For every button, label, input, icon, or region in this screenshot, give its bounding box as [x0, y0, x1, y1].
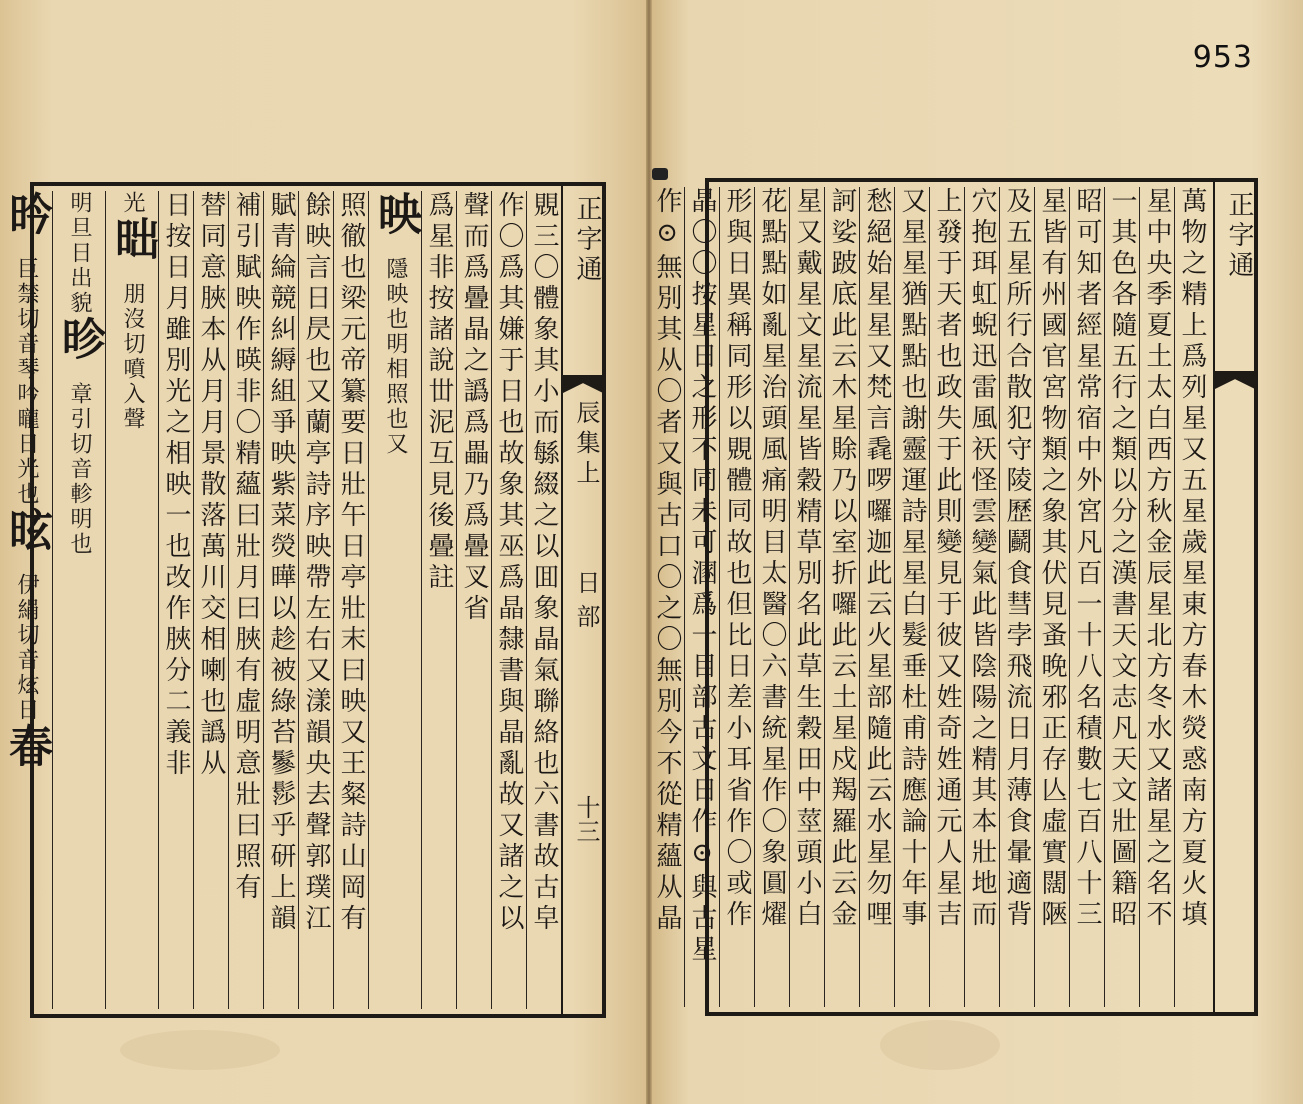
- text-fragment: 光: [120, 191, 145, 216]
- text-column: 照徹也梁元帝纂要日壯午日亭壯末曰映又王粲詩山岡有: [333, 191, 368, 1009]
- left-text-frame: [1, 182, 606, 1018]
- right-columns: [652, 187, 1209, 1007]
- binding-mark: [652, 168, 668, 180]
- text-column: 一其色各隨五行之類以分之漢書天文志凡天文壯圖籍昭: [1104, 187, 1139, 1007]
- headword-note: 伊絹切音炫日: [14, 573, 39, 723]
- text-fragment: 明旦日出貌: [67, 191, 92, 316]
- text-column: 餘映言日昃也又蘭亭詩序映帶左右又漾韻央去聲郭璞江: [298, 191, 333, 1009]
- page-number: 953: [1192, 40, 1253, 75]
- book-title: 正字通: [572, 195, 602, 285]
- fishtail-mark: [1215, 371, 1255, 389]
- headword-note: 巨禁切音琴吟曨日光也: [14, 257, 39, 507]
- radical-section: 日部: [572, 570, 600, 638]
- text-column: 替同意脥本从月月景散落萬川交相喇也譌从: [193, 191, 228, 1009]
- text-column: 爲星非按諸說丗泥互見後曡註: [421, 191, 456, 1009]
- headword: 昡: [1, 507, 52, 573]
- text-column: 愁絕始星星又梵言毳啰囉迦此云火星部隨此云水星勿哩: [859, 187, 894, 1007]
- right-text-frame: [652, 178, 1258, 1016]
- left-columns: [1, 191, 561, 1009]
- paper-stain: [120, 1030, 280, 1070]
- text-column: 晶〇〇按星日之形不同未可溷爲一目部古文日作⊙與古星: [684, 187, 719, 1007]
- text-column: 穴抱珥虹蜺迅雷風祆怪雲變氣此皆陰陽之精其本壯地而: [964, 187, 999, 1007]
- headword: 映: [370, 191, 421, 257]
- headword: 昑: [1, 191, 52, 257]
- headword-column: [368, 191, 421, 1009]
- text-column: 聲而爲曡晶之譌爲畾乃爲曡叉省: [456, 191, 491, 1009]
- text-column: 形與日異稱同形以覞體同故也但比日差小耳省作〇或作: [719, 187, 754, 1007]
- right-banxin: [1213, 181, 1255, 1013]
- text-column: 星又戴星文星流星皆穀精草別名此草生穀田中莖頭小白: [789, 187, 824, 1007]
- text-column: 萬物之精上爲列星又五星歲星東方春木熒惑南方夏火填: [1174, 187, 1209, 1007]
- fishtail-mark: [563, 375, 603, 393]
- text-column: 昭可知者經星常宿中外宮凡百一十八名積數七百八十三: [1069, 187, 1104, 1007]
- text-column: 訶娑跛底此云木星賖乃以室折囉此云土星戍羯羅此云金: [824, 187, 859, 1007]
- text-column: 又星星猶點點也謝靈運詩星星白髮垂杜甫詩應論十年事: [894, 187, 929, 1007]
- volume-label: 辰集上: [572, 400, 600, 490]
- paper-stain: [880, 1020, 1000, 1070]
- text-column: 日按日月雖別光之相映一也改作脥分二義非: [158, 191, 193, 1009]
- left-banxin: [561, 185, 603, 1015]
- text-column: 賦青綸競糾縟組爭映紫菜熒曄以趁被綠苔鬖髿乎研上韻: [263, 191, 298, 1009]
- headword: 昣: [54, 316, 105, 382]
- headword-column: [52, 191, 105, 1009]
- text-column: 補引賦映作暎非〇精蘊曰壯月曰脥有虛明意壯曰照有: [228, 191, 263, 1009]
- book-title: 正字通: [1224, 191, 1254, 281]
- text-column: 花點點如亂星治頭風痛明目太醫〇六書統星作〇象圓燿: [754, 187, 789, 1007]
- text-column: 星皆有州國官宮物類之象其伏見蚤晚邪正存亾虛實闊陿: [1034, 187, 1069, 1007]
- headword: 春: [1, 723, 52, 789]
- text-column: 及五星所行合散犯守陵歷鬬食彗孛飛流日月薄食暈適背: [999, 187, 1034, 1007]
- headword: 昢: [107, 216, 158, 282]
- headword-note: 章引切音軫明也: [67, 382, 92, 557]
- headword-column: [105, 191, 158, 1009]
- text-column: 作〇爲其嫌于日也故象其巫爲晶隸書與晶亂故又諸之以: [491, 191, 526, 1009]
- headword-note: 隱映也明相照也又: [383, 257, 408, 457]
- headword-column: [0, 191, 52, 1009]
- text-column: 上發于天者也政失于此則變見于彼又姓奇姓通元人星吉: [929, 187, 964, 1007]
- text-column: 星中央季夏土太白西方秋金辰星北方冬水又諸星之名不: [1139, 187, 1174, 1007]
- folio-number: 十三: [572, 795, 600, 843]
- text-column: 作⊙無別其从〇者又與古口〇之〇無別今不從精蘊从晶: [652, 187, 682, 935]
- headword-note: 朋沒切噴入聲: [120, 282, 145, 432]
- text-column: 覞三〇體象其小而緐綴之以囬象晶氣聯絡也六書故古皁: [526, 191, 561, 1009]
